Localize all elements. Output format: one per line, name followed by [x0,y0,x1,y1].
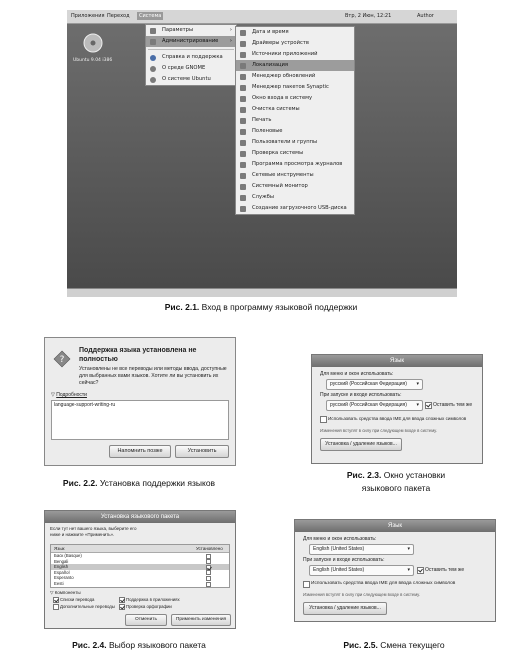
admin-item-icon [240,206,246,212]
menu-item-about-ubuntu[interactable]: О системе Ubuntu [146,74,236,85]
admin-item-icon [240,107,246,113]
dialog-message: Установлены не все переводы или методы ввода, доступные для выбранных вами языков. Хотите ли вы установить их сейчас? [79,366,227,386]
column-language[interactable]: Язык [54,546,65,551]
intro-text: Если тут нет вашего языка, выберите его ниже и нажмите «Применить». [50,526,137,537]
components-label: ▽ Компоненты [50,590,81,595]
admin-item-icon [240,184,246,190]
chevron-down-icon: ▾ [407,546,410,552]
administration-submenu [235,26,355,215]
admin-item-icon [240,173,246,179]
system-menu[interactable]: Система [139,13,162,19]
language-name: Español [54,569,70,575]
admin-item-icon [240,151,246,157]
ime-checkbox[interactable] [303,581,310,588]
menu-item-about-gnome[interactable]: О среде GNOME [146,63,236,74]
option-app-support-label: Поддержка в приложениях [126,597,180,602]
language-name: Bengali [54,558,69,564]
package-name: language-support-writing-ru [54,402,116,408]
clock: Втр, 2 Июн, 12:21 [345,13,392,19]
window-title: Установка языкового пакета [45,511,235,523]
admin-menu-item[interactable]: Локализация [236,60,354,71]
ime-label: Использовать средства ввода IME для ввода сложных символов [311,581,456,586]
caption-2-1: Рис. 2.1. Вход в программу языковой поддержки [164,302,358,312]
admin-menu-item[interactable]: Проверка системы [236,148,354,159]
language-row[interactable] [51,581,229,587]
option-translations-checkbox[interactable] [53,597,59,603]
option-app-support-checkbox[interactable] [119,597,125,603]
admin-item-icon [240,162,246,168]
admin-menu-item[interactable]: Драйверы устройств [236,38,354,49]
option-spellcheck-checkbox[interactable] [119,604,125,610]
column-installed[interactable]: Установлено [196,546,223,551]
applications-menu[interactable]: Приложения [71,13,105,19]
admin-menu-item[interactable]: Менеджер обновлений [236,71,354,82]
window-title: Язык [295,520,495,532]
figure-2-2-dialog [44,337,236,466]
top-panel [67,10,457,24]
menu-item-preferences[interactable]: Параметры › [146,25,236,36]
option-extra-translations-checkbox[interactable] [53,604,59,610]
admin-item-icon [240,96,246,102]
menus-language-select[interactable]: English (United States) ▾ [309,544,414,555]
menus-language-label: Для меню и окон использовать: [320,371,394,377]
install-remove-languages-button[interactable]: Установка / удаление языков... [303,602,387,615]
table-header [51,545,229,553]
language-name: Esperanto [54,575,74,581]
admin-menu-item[interactable]: Дата и время [236,27,354,38]
admin-menu-item[interactable]: Пользователи и группы [236,137,354,148]
chevron-down-icon: ▾ [416,402,419,408]
caption-2-3: Рис. 2.3. Окно установки [346,470,446,480]
option-extra-translations-label: Дополнительные переводы [60,604,115,609]
login-language-select[interactable]: English (United States) ▾ [309,565,414,576]
caption-2-5: Рис. 2.5. Смена текущего [343,640,445,650]
ime-label: Использовать средства ввода IME для ввода сложных символов [328,416,467,421]
restart-note: Изменения вступят в силу при следующем входе в систему. [303,592,420,597]
admin-item-icon [240,195,246,201]
chevron-down-icon: ▾ [407,567,410,573]
option-translations-label: Списки перевода [60,597,95,602]
bottom-panel [67,288,457,297]
admin-item-icon [240,63,246,69]
language-name: English [54,564,69,570]
figure-2-3-language-window [311,354,483,464]
administration-icon [150,39,156,45]
language-table [50,544,230,588]
login-language-select[interactable]: русский (Российская Федерация) ▾ [326,400,423,411]
question-icon [53,350,71,368]
installed-checkbox[interactable] [206,582,211,587]
admin-menu-item[interactable]: Сетевые инструменты [236,170,354,181]
svg-text:?: ? [59,355,65,365]
install-remove-languages-button[interactable]: Установка / удаление языков... [320,438,402,451]
admin-menu-item[interactable]: Очистка системы [236,104,354,115]
menus-language-select[interactable]: русский (Российская Федерация) ▾ [326,379,423,390]
user-menu[interactable]: Author [417,13,434,19]
menus-language-label: Для меню и окон использовать: [303,536,377,542]
option-spellcheck-label: Проверка орфографии [126,604,172,609]
admin-menu-item[interactable]: Окно входа в систему [236,93,354,104]
ime-checkbox[interactable] [320,416,327,423]
caption-2-3-line2: языкового пакета [361,483,431,493]
caption-2-4: Рис. 2.4. Выбор языкового пакета [72,640,206,650]
admin-menu-item[interactable]: Системный монитор [236,181,354,192]
figure-2-1-screenshot [67,10,457,297]
admin-menu-item[interactable]: Источники приложений [236,49,354,60]
language-name: Eesti [54,581,64,586]
figure-2-5-language-window [294,519,496,622]
figure-2-4-language-pack-window [44,510,236,629]
admin-menu-item[interactable]: Поленовые [236,126,354,137]
restart-note: Изменения вступят в силу при следующем входе в систему. [320,428,437,433]
login-language-label: При запуске и входе использовать: [303,557,385,563]
admin-item-icon [240,74,246,80]
admin-item-icon [240,52,246,58]
admin-menu-item[interactable]: Службы [236,192,354,203]
language-name: Баск (Basque) [54,553,82,558]
window-title: Язык [312,355,482,367]
admin-menu-item[interactable]: Менеджер пакетов Synaptic [236,82,354,93]
remind-later-button[interactable]: Напомнить позже [109,445,171,458]
ubuntu-icon [150,77,156,83]
caption-2-2: Рис. 2.2. Установка поддержки языков [62,478,216,488]
details-textview[interactable] [51,400,229,440]
admin-menu-item[interactable]: Программа просмотра журналов [236,159,354,170]
admin-item-icon [240,129,246,135]
menu-item-help[interactable]: Справка и поддержка [146,52,236,63]
system-dropdown [145,24,237,86]
keep-same-checkbox[interactable] [417,567,424,574]
admin-item-icon [240,85,246,91]
details-expander[interactable]: ▽ Подробности [51,392,87,398]
keep-same-checkbox[interactable] [425,402,432,409]
admin-item-icon [240,30,246,36]
menu-item-administration[interactable]: Администрирование › [146,36,236,47]
admin-item-icon [240,41,246,47]
cancel-button[interactable]: Отменить [125,614,167,626]
gnome-icon [150,66,156,72]
cd-drive-icon[interactable] [81,32,105,56]
admin-item-icon [240,118,246,124]
preferences-icon [150,28,156,34]
places-menu[interactable]: Переход [107,13,130,19]
keep-same-label: Оставить тем же [433,402,473,408]
admin-item-icon [240,140,246,146]
help-icon [150,55,156,61]
keep-same-label: Оставить тем же [425,567,465,573]
login-language-label: При запуске и входе использовать: [320,392,402,398]
chevron-down-icon: ▾ [416,381,419,387]
desktop-icon-label: Ubuntu 9.04 i386 [73,58,113,63]
dialog-heading: Поддержка языка установлена не полностью [79,347,197,363]
install-button[interactable]: Установить [175,445,229,458]
admin-menu-item[interactable]: Печать [236,115,354,126]
apply-changes-button[interactable]: Применить изменения [171,614,231,626]
admin-menu-item[interactable]: Создание загрузочного USB-диска [236,203,354,214]
